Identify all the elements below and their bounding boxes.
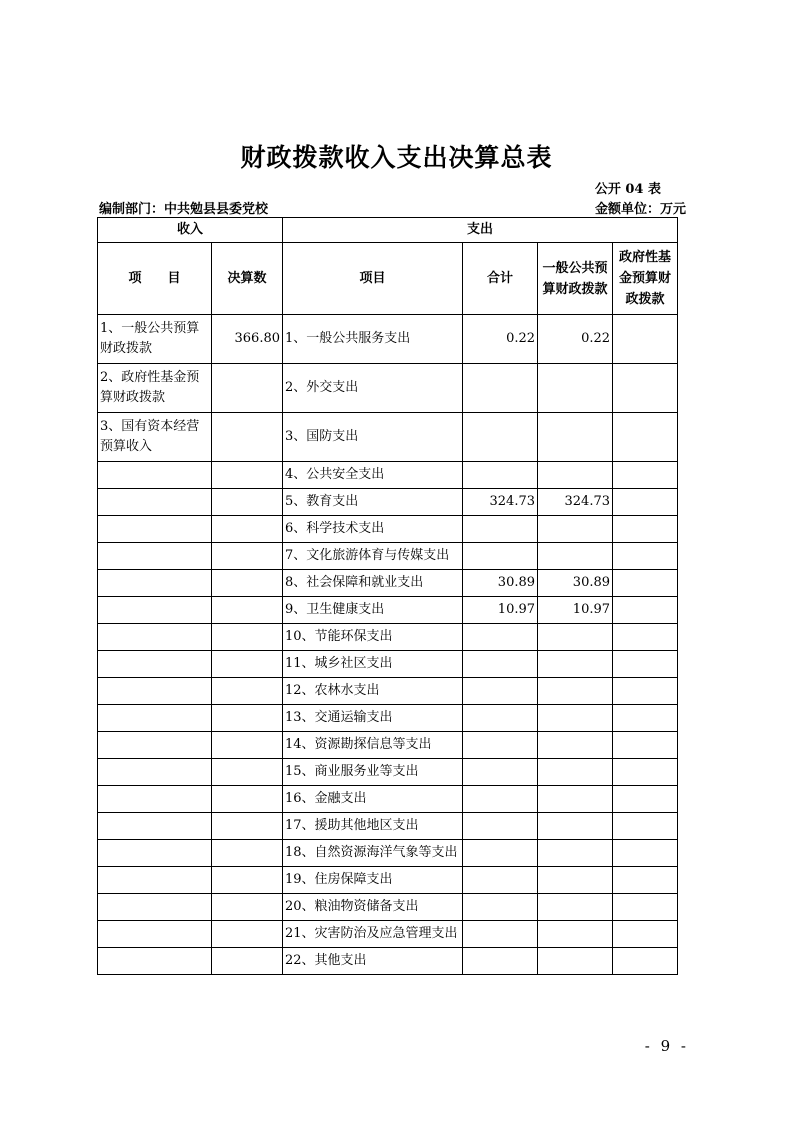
- income-item-header: 项 目: [98, 243, 212, 315]
- table-row: [98, 489, 678, 516]
- table-row: [98, 759, 678, 786]
- income-amount-cell: [212, 570, 283, 597]
- table-row: [98, 921, 678, 948]
- income-amount-cell: [212, 732, 283, 759]
- table-row: [98, 597, 678, 624]
- department-label: 编制部门：中共勉县县委党校: [99, 202, 269, 217]
- exp-gov-fund-cell: [613, 867, 678, 894]
- exp-gov-fund-cell: [613, 516, 678, 543]
- exp-gov-fund-cell: [613, 489, 678, 516]
- exp-item-cell: 17、援助其他地区支出: [283, 813, 463, 840]
- income-item-cell: [98, 516, 212, 543]
- income-item-cell: [98, 624, 212, 651]
- table-row: [98, 813, 678, 840]
- income-amount-cell: [212, 364, 283, 413]
- exp-total-cell: [463, 462, 538, 489]
- exp-item-cell: 22、其他支出: [283, 948, 463, 975]
- column-header-row: [98, 243, 678, 315]
- exp-general-cell: [538, 543, 613, 570]
- income-item-cell: 3、国有资本经营预算收入: [98, 413, 212, 462]
- exp-item-cell: 15、商业服务业等支出: [283, 759, 463, 786]
- exp-gov-fund-cell: [613, 840, 678, 867]
- exp-total-cell: 10.97: [463, 597, 538, 624]
- exp-item-header: 项目: [283, 243, 463, 315]
- income-amount-cell: [212, 786, 283, 813]
- income-item-cell: [98, 867, 212, 894]
- exp-gov-fund-cell: [613, 813, 678, 840]
- exp-item-cell: 6、科学技术支出: [283, 516, 463, 543]
- exp-item-cell: 2、外交支出: [283, 364, 463, 413]
- exp-item-cell: 16、金融支出: [283, 786, 463, 813]
- income-item-cell: [98, 651, 212, 678]
- expenditure-group-header: 支出: [283, 218, 678, 243]
- income-item-cell: [98, 597, 212, 624]
- table-row: [98, 786, 678, 813]
- income-item-cell: [98, 543, 212, 570]
- amount-unit-label: 金额单位：万元: [594, 202, 686, 217]
- exp-general-cell: [538, 840, 613, 867]
- table-row: [98, 543, 678, 570]
- table-row: [98, 624, 678, 651]
- exp-item-cell: 18、自然资源海洋气象等支出: [283, 840, 463, 867]
- exp-item-cell: 13、交通运输支出: [283, 705, 463, 732]
- exp-total-cell: [463, 786, 538, 813]
- income-item-cell: [98, 462, 212, 489]
- exp-general-cell: [538, 921, 613, 948]
- exp-total-cell: [463, 813, 538, 840]
- exp-gov-fund-cell: [613, 570, 678, 597]
- income-item-cell: [98, 840, 212, 867]
- exp-total-cell: [463, 624, 538, 651]
- exp-item-cell: 11、城乡社区支出: [283, 651, 463, 678]
- income-amount-cell: [212, 597, 283, 624]
- exp-general-cell: [538, 786, 613, 813]
- exp-general-cell: [538, 813, 613, 840]
- exp-total-header: 合计: [463, 243, 538, 315]
- exp-item-cell: 4、公共安全支出: [283, 462, 463, 489]
- exp-general-cell: 0.22: [538, 315, 613, 364]
- income-item-cell: [98, 489, 212, 516]
- exp-total-cell: [463, 516, 538, 543]
- exp-item-cell: 21、灾害防治及应急管理支出: [283, 921, 463, 948]
- exp-general-cell: 10.97: [538, 597, 613, 624]
- exp-item-cell: 7、文化旅游体育与传媒支出: [283, 543, 463, 570]
- income-item-cell: [98, 732, 212, 759]
- table-row: [98, 705, 678, 732]
- income-item-cell: 1、一般公共预算财政拨款: [98, 315, 212, 364]
- exp-general-cell: [538, 462, 613, 489]
- exp-gov-fund-cell: [613, 786, 678, 813]
- exp-gov-fund-cell: [613, 651, 678, 678]
- exp-total-cell: 0.22: [463, 315, 538, 364]
- exp-general-header: 一般公共预算财政拨款: [538, 243, 613, 315]
- page-title: 财政拨款收入支出决算总表: [240, 143, 553, 172]
- exp-item-cell: 12、农林水支出: [283, 678, 463, 705]
- exp-total-cell: [463, 867, 538, 894]
- form-number: 公开 04 表: [594, 182, 661, 197]
- exp-item-cell: 1、一般公共服务支出: [283, 315, 463, 364]
- income-amount-cell: [212, 894, 283, 921]
- exp-gov-fund-cell: [613, 364, 678, 413]
- income-amount-cell: 366.80: [212, 315, 283, 364]
- exp-gov-fund-cell: [613, 705, 678, 732]
- table-row: [98, 315, 678, 364]
- exp-general-cell: [538, 624, 613, 651]
- income-amount-cell: [212, 651, 283, 678]
- income-item-cell: [98, 948, 212, 975]
- exp-total-cell: [463, 948, 538, 975]
- income-item-cell: [98, 921, 212, 948]
- exp-general-cell: [538, 948, 613, 975]
- exp-general-cell: [538, 894, 613, 921]
- exp-total-cell: [463, 894, 538, 921]
- exp-total-cell: [463, 732, 538, 759]
- income-amount-cell: [212, 867, 283, 894]
- income-amount-cell: [212, 813, 283, 840]
- exp-gov-fund-cell: [613, 543, 678, 570]
- table-row: [98, 413, 678, 462]
- income-item-cell: [98, 759, 212, 786]
- fiscal-summary-table: [97, 217, 678, 975]
- income-amount-cell: [212, 948, 283, 975]
- exp-general-cell: [538, 413, 613, 462]
- income-group-header: 收入: [98, 218, 283, 243]
- exp-item-cell: 10、节能环保支出: [283, 624, 463, 651]
- exp-general-cell: [538, 364, 613, 413]
- exp-gov-fund-header: 政府性基金预算财政拨款: [613, 243, 678, 315]
- table-row: [98, 364, 678, 413]
- exp-item-cell: 20、粮油物资储备支出: [283, 894, 463, 921]
- table-row: [98, 651, 678, 678]
- income-item-cell: [98, 813, 212, 840]
- exp-gov-fund-cell: [613, 894, 678, 921]
- exp-gov-fund-cell: [613, 732, 678, 759]
- exp-general-cell: [538, 867, 613, 894]
- exp-item-cell: 19、住房保障支出: [283, 867, 463, 894]
- table-row: [98, 894, 678, 921]
- income-amount-cell: [212, 759, 283, 786]
- table-row: [98, 570, 678, 597]
- exp-item-cell: 14、资源勘探信息等支出: [283, 732, 463, 759]
- income-item-cell: [98, 678, 212, 705]
- exp-gov-fund-cell: [613, 678, 678, 705]
- income-amount-cell: [212, 840, 283, 867]
- exp-general-cell: [538, 732, 613, 759]
- exp-total-cell: 30.89: [463, 570, 538, 597]
- group-header-row: [98, 218, 678, 243]
- exp-general-cell: 324.73: [538, 489, 613, 516]
- exp-total-cell: [463, 543, 538, 570]
- exp-general-cell: [538, 705, 613, 732]
- income-amount-cell: [212, 543, 283, 570]
- exp-total-cell: 324.73: [463, 489, 538, 516]
- exp-general-cell: [538, 759, 613, 786]
- income-amount-cell: [212, 624, 283, 651]
- exp-total-cell: [463, 678, 538, 705]
- exp-gov-fund-cell: [613, 315, 678, 364]
- income-amount-cell: [212, 489, 283, 516]
- income-amount-cell: [212, 462, 283, 489]
- income-amount-cell: [212, 705, 283, 732]
- exp-general-cell: [538, 678, 613, 705]
- income-amount-header: 决算数: [212, 243, 283, 315]
- table-row: [98, 462, 678, 489]
- table-row: [98, 732, 678, 759]
- exp-gov-fund-cell: [613, 759, 678, 786]
- exp-total-cell: [463, 413, 538, 462]
- exp-gov-fund-cell: [613, 462, 678, 489]
- exp-general-cell: [538, 651, 613, 678]
- exp-total-cell: [463, 921, 538, 948]
- exp-gov-fund-cell: [613, 624, 678, 651]
- page-number: - 9 -: [644, 1037, 689, 1055]
- exp-general-cell: [538, 516, 613, 543]
- exp-item-cell: 5、教育支出: [283, 489, 463, 516]
- exp-total-cell: [463, 840, 538, 867]
- exp-gov-fund-cell: [613, 597, 678, 624]
- table-row: [98, 948, 678, 975]
- income-item-cell: [98, 786, 212, 813]
- income-amount-cell: [212, 413, 283, 462]
- exp-total-cell: [463, 651, 538, 678]
- income-item-cell: [98, 894, 212, 921]
- income-item-cell: [98, 570, 212, 597]
- table-row: [98, 678, 678, 705]
- income-amount-cell: [212, 678, 283, 705]
- income-item-cell: [98, 705, 212, 732]
- exp-gov-fund-cell: [613, 948, 678, 975]
- exp-item-cell: 8、社会保障和就业支出: [283, 570, 463, 597]
- exp-gov-fund-cell: [613, 413, 678, 462]
- income-amount-cell: [212, 921, 283, 948]
- table-row: [98, 840, 678, 867]
- exp-general-cell: 30.89: [538, 570, 613, 597]
- exp-total-cell: [463, 364, 538, 413]
- exp-gov-fund-cell: [613, 921, 678, 948]
- income-amount-cell: [212, 516, 283, 543]
- exp-total-cell: [463, 705, 538, 732]
- exp-item-cell: 9、卫生健康支出: [283, 597, 463, 624]
- income-item-cell: 2、政府性基金预算财政拨款: [98, 364, 212, 413]
- exp-total-cell: [463, 759, 538, 786]
- table-row: [98, 516, 678, 543]
- table-row: [98, 867, 678, 894]
- exp-item-cell: 3、国防支出: [283, 413, 463, 462]
